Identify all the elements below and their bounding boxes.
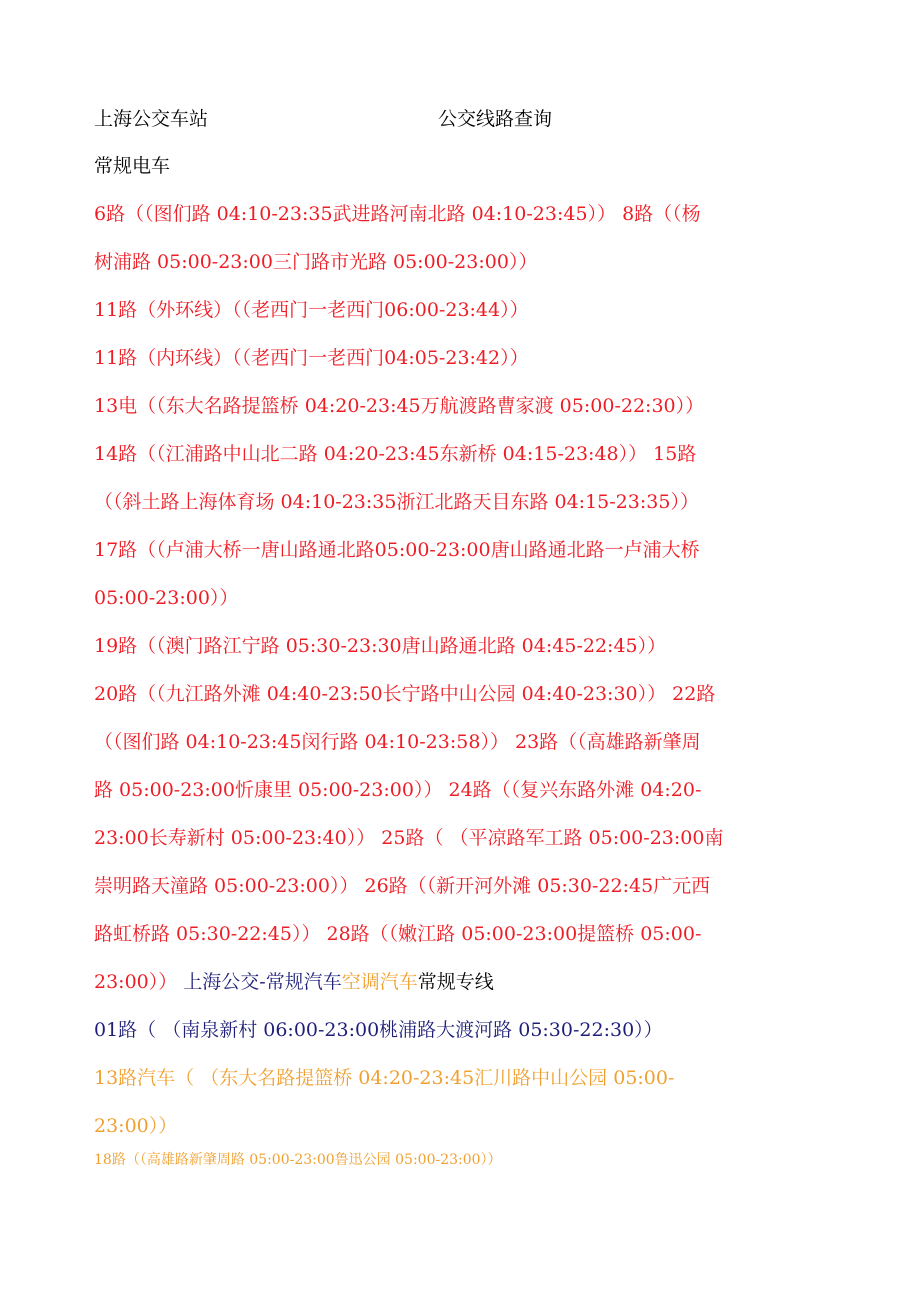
route-line: 11路（外环线）（（老西门一老西门06:00-23:44））	[94, 299, 529, 321]
header-right: 公交线路查询	[438, 108, 553, 130]
route-line: 19路（（澳门路江宁路 05:30-23:30唐山路通北路 04:45-22:45））	[94, 635, 667, 657]
route-line: 14路（（江浦路中山北二路 04:20-23:45东新桥 04:15-23:48）） 15路	[94, 443, 697, 465]
route-line: 05:00-23:00））	[94, 587, 239, 609]
route-line: 20路（（九江路外滩 04:40-23:50长宁路中山公园 04:40-23:30）） 22路	[94, 683, 716, 705]
mixed-route-line	[94, 970, 494, 994]
section-title-bus: 上海公交-常规汽车	[177, 971, 342, 993]
header-left: 上海公交车站	[94, 108, 209, 130]
route-line: 23:00））	[94, 1115, 178, 1137]
route-line: 23:00长寿新村 05:00-23:40）） 25路（ （平凉路军工路 05:00-23:00南	[94, 827, 724, 849]
route-line-small: 18路（（高雄路新肇周路 05:00-23:00鲁迅公园 05:00-23:00））	[94, 1152, 502, 1168]
route-line: 11路（内环线）（（老西门一老西门04:05-23:42））	[94, 347, 529, 369]
section-title-special: 常规专线	[417, 971, 494, 993]
route-line-end: 23:00））	[94, 971, 178, 993]
route-line: 路虹桥路 05:30-22:45）） 28路（（嫩江路 05:00-23:00提篮桥 05:00-	[94, 923, 702, 945]
route-line: 崇明路天潼路 05:00-23:00）） 26路（（新开河外滩 05:30-22:45广元西	[94, 875, 711, 897]
section-title-ac-bus: 空调汽车	[341, 971, 418, 993]
route-line: 01路（ （南泉新村 06:00-23:00桃浦路大渡河路 05:30-22:30））	[94, 1019, 663, 1041]
route-line: 路 05:00-23:00忻康里 05:00-23:00）） 24路（（复兴东路外滩 04:20-	[94, 779, 702, 801]
route-line: （（图们路 04:10-23:45闵行路 04:10-23:58）） 23路（（高雄路新肇周	[94, 731, 701, 753]
section-title: 常规电车	[94, 155, 171, 177]
route-line: 13路汽车（ （东大名路提篮桥 04:20-23:45汇川路中山公园 05:00-	[94, 1067, 675, 1089]
route-line: 树浦路 05:00-23:00三门路市光路 05:00-23:00））	[94, 251, 538, 273]
route-line: 13电（（东大名路提篮桥 04:20-23:45万航渡路曹家渡 05:00-22:30））	[94, 395, 705, 417]
route-line: 17路（（卢浦大桥一唐山路通北路05:00-23:00唐山路通北路一卢浦大桥	[94, 539, 700, 561]
route-line: 6路（（图们路 04:10-23:35武进路河南北路 04:10-23:45）） 8路（（杨	[94, 203, 701, 225]
route-line: （（斜土路上海体育场 04:10-23:35浙江北路天目东路 04:15-23:35））	[94, 491, 699, 513]
